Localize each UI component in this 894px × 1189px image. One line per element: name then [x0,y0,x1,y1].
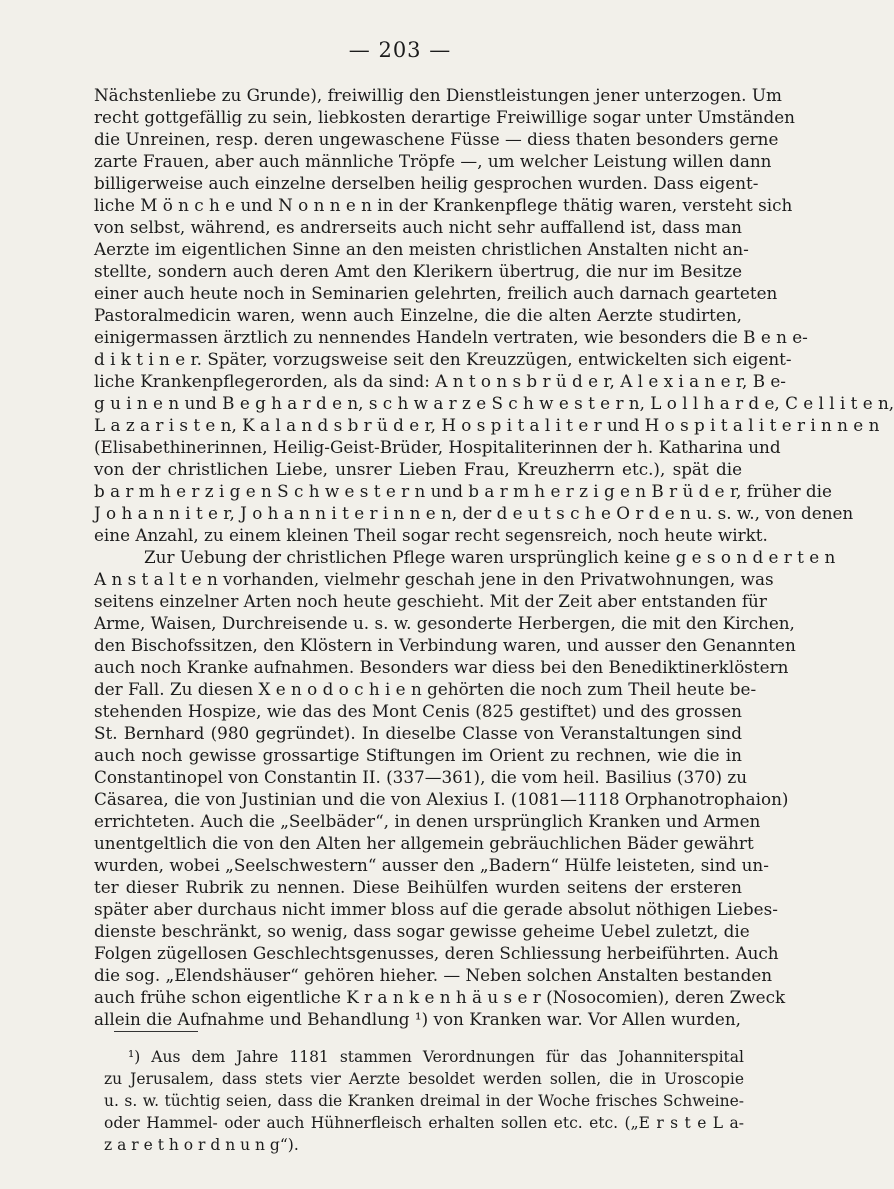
text-line: Folgen zügellosen Geschlechtsgenusses, deren Schliessung herbeiführten. Auch [94,943,779,963]
text-line: der Fall. Zu diesen X e n o d o c h i e n gehörten die noch zum Theil heute be- [94,679,757,699]
text-line: liche M ö n c h e und N o n n e n in der Krankenpflege thätig waren, versteht sich [94,195,793,215]
text-line: Zur Uebung der christlichen Pflege waren ursprünglich keine g e s o n d e r t e n [144,547,836,567]
footnote-rule [114,1031,198,1032]
text-line: eine Anzahl, zu einem kleinen Theil sogar recht segensreich, noch heute wirkt. [94,525,768,545]
text-line: b a r m h e r z i g e n S c h w e s t e r n und b a r m h e r z i g e n B r ü d e r, früher die [94,481,832,501]
text-line: St. Bernhard (980 gegründet). In dieselbe Classe von Veranstaltungen sind [94,723,742,743]
text-line: auch noch gewisse grossartige Stiftungen im Orient zu rechnen, wie die in [94,745,742,765]
footnote-line: zu Jerusalem, dass stets vier Aerzte besoldet werden sollen, die in Uroscopie [104,1070,744,1088]
text-line: von der christlichen Liebe, unsrer Lieben Frau, Kreuzherrn etc.), spät die [94,459,742,479]
footnote-line: z a r e t h o r d n u n g“). [104,1136,299,1154]
text-line: d i k t i n e r. Später, vorzugsweise seit den Kreuzzügen, entwickelten sich eigent- [94,349,792,369]
text-line: liche Krankenpflegerorden, als da sind: A n t o n s b r ü d e r, A l e x i a n e r, B e- [94,371,786,391]
footnote-line: oder Hammel- oder auch Hühnerfleisch erhalten sollen etc. etc. („E r s t e L a- [104,1114,744,1132]
text-line: (Elisabethinerinnen, Heilig-Geist-Brüder, Hospitaliterinnen der h. Katharina und [94,437,781,457]
text-line: die sog. „Elendshäuser“ gehören hieher. — Neben solchen Anstalten bestanden [94,965,773,985]
text-line: errichteten. Auch die „Seelbäder“, in denen ursprünglich Kranken und Armen [94,811,761,831]
text-line: billigerweise auch einzelne derselben heilig gesprochen wurden. Dass eigent- [94,173,759,193]
text-line: Pastoralmedicin waren, wenn auch Einzelne, die die alten Aerzte studirten, [94,305,742,325]
text-line: L a z a r i s t e n, K a l a n d s b r ü d e r, H o s p i t a l i t e r und H o s p i t a l i t e r i n n e n [94,415,880,435]
text-line: ter dieser Rubrik zu nennen. Diese Beihülfen wurden seitens der ersteren [94,877,742,897]
text-line: stellte, sondern auch deren Amt den Klerikern übertrug, die nur im Besitze [94,261,742,281]
text-line: den Bischofssitzen, den Klöstern in Verbindung waren, und ausser den Genannten [94,635,796,655]
text-line: allein die Aufnahme und Behandlung ¹) von Kranken war. Vor Allen wurden, [94,1009,742,1029]
text-line: später aber durchaus nicht immer bloss auf die gerade absolut nöthigen Liebes- [94,899,778,919]
text-line: dienste beschränkt, so wenig, dass sogar gewisse geheime Uebel zuletzt, die [94,921,750,941]
text-line: Aerzte im eigentlichen Sinne an den meisten christlichen Anstalten nicht an- [94,239,749,259]
text-line: unentgeltlich die von den Alten her allgemein gebräuchlichen Bäder gewährt [94,833,754,853]
text-line: Cäsarea, die von Justinian und die von Alexius I. (1081—1118 Orphanotrophaion) [94,789,789,809]
text-line: A n s t a l t e n vorhanden, vielmehr geschah jene in den Privatwohnungen, was [94,569,774,589]
text-line: g u i n e n und B e g h a r d e n, s c h w a r z e S c h w e s t e r n, L o l l h a r d e, C e l l i t e n, [94,393,894,413]
text-line: Arme, Waisen, Durchreisende u. s. w. gesonderte Herbergen, die mit den Kirchen, [94,613,795,633]
text-line: einigermassen ärztlich zu nennendes Handeln vertraten, wie besonders die B e n e- [94,327,808,347]
text-line: Nächstenliebe zu Grunde), freiwillig den Dienstleistungen jener unterzogen. Um [94,85,782,105]
text-line: wurden, wobei „Seelschwestern“ ausser den „Badern“ Hülfe leisteten, sind un- [94,855,769,875]
text-line: zarte Frauen, aber auch männliche Tröpfe —, um welcher Leistung willen dann [94,151,772,171]
text-line: von selbst, während, es andrerseits auch nicht sehr auffallend ist, dass man [94,217,742,237]
text-line: stehenden Hospize, wie das des Mont Cenis (825 gestiftet) und des grossen [94,701,742,721]
text-line: seitens einzelner Arten noch heute geschieht. Mit der Zeit aber entstanden für [94,591,767,611]
page-number: — 203 — [348,38,452,62]
text-line: Constantinopel von Constantin II. (337—361), die vom heil. Basilius (370) zu [94,767,748,787]
text-line: auch noch Kranke aufnahmen. Besonders war diess bei den Benediktinerklöstern [94,657,789,677]
text-line: einer auch heute noch in Seminarien gelehrten, freilich auch darnach gearteten [94,283,778,303]
text-line: J o h a n n i t e r, J o h a n n i t e r i n n e n, der d e u t s c h e O r d e n u. s. w., von denen [94,503,854,523]
text-line: auch frühe schon eigentliche K r a n k e n h ä u s e r (Nosocomien), deren Zweck [94,987,786,1007]
footnote-line: ¹) Aus dem Jahre 1181 stammen Verordnungen für das Johanniterspital [128,1048,744,1066]
footnote-line: u. s. w. tüchtig seien, dass die Kranken dreimal in der Woche frisches Schweine- [104,1092,744,1110]
text-line: die Unreinen, resp. deren ungewaschene Füsse — diess thaten besonders gerne [94,129,779,149]
text-line: recht gottgefällig zu sein, liebkosten derartige Freiwillige sogar unter Umständen [94,107,795,127]
